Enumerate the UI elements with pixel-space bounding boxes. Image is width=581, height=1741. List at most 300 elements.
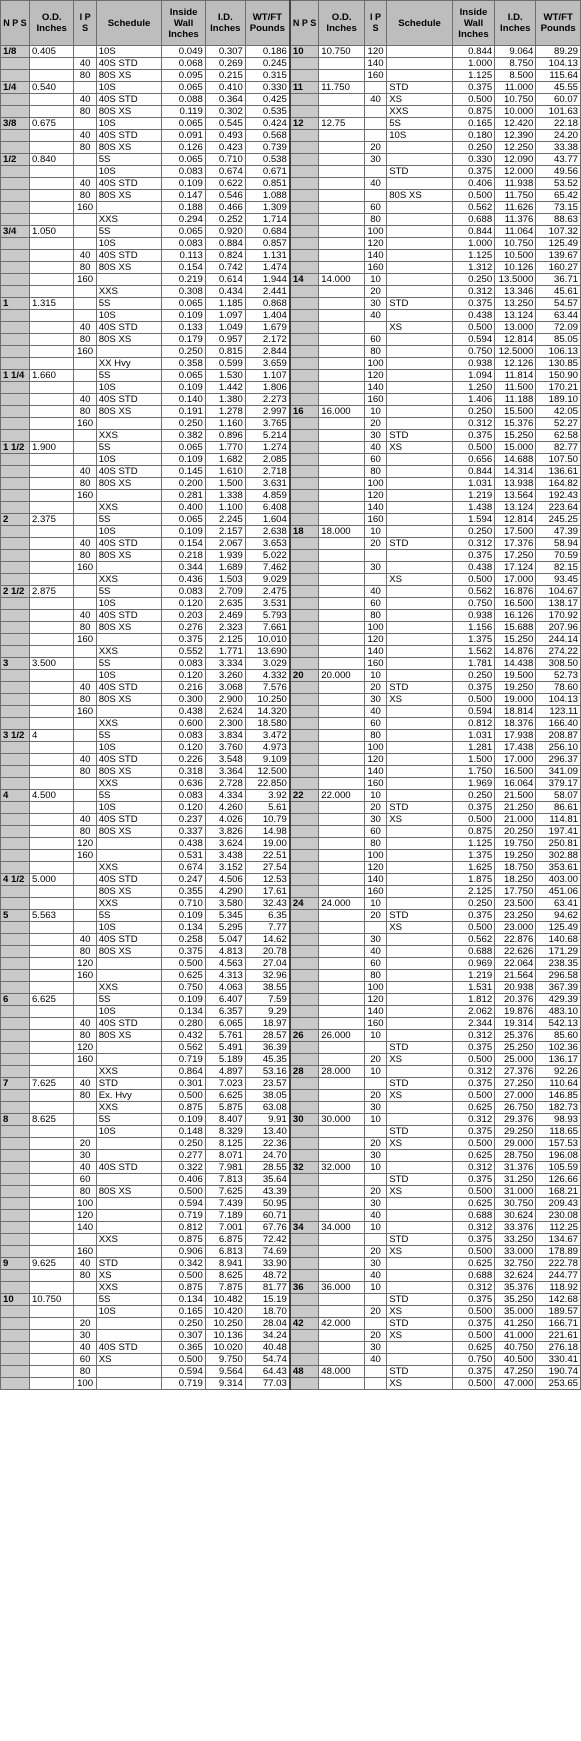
left-wall-cell: 0.337 [162, 826, 205, 838]
right-schedule-cell [387, 346, 453, 358]
right-id-cell: 15.500 [495, 406, 536, 418]
left-wall-cell: 0.148 [162, 1126, 205, 1138]
left-wall-cell: 0.281 [162, 490, 205, 502]
left-schedule-cell: 40S STD [96, 130, 162, 142]
right-id-cell: 19.250 [495, 682, 536, 694]
right-wall-cell: 1.000 [452, 58, 494, 70]
right-ips-cell: 60 [364, 334, 386, 346]
table-row [1, 82, 581, 94]
right-wall-cell: 1.562 [452, 646, 494, 658]
left-wall-cell: 0.188 [162, 202, 205, 214]
left-od-cell [29, 478, 74, 490]
right-ips-cell [364, 1294, 386, 1306]
right-id-cell: 20.250 [495, 826, 536, 838]
table-row [1, 1102, 581, 1114]
right-od-cell [319, 382, 365, 394]
right-nps-cell [290, 646, 319, 658]
table-row [1, 298, 581, 310]
right-id-cell: 13.124 [495, 502, 536, 514]
left-id-cell: 7.001 [205, 1222, 245, 1234]
left-id-cell: 5.875 [205, 1102, 245, 1114]
right-nps-cell [290, 802, 319, 814]
left-weight-cell: 32.96 [245, 970, 290, 982]
left-weight-cell: 10.250 [245, 694, 290, 706]
table-row [1, 586, 581, 598]
left-id-cell: 3.152 [205, 862, 245, 874]
left-ips-cell [74, 430, 96, 442]
left-nps-cell [1, 130, 30, 142]
right-nps-cell [290, 610, 319, 622]
right-wall-cell: 0.312 [452, 1282, 494, 1294]
right-schedule-cell: STD [387, 82, 453, 94]
left-weight-cell: 0.425 [245, 94, 290, 106]
right-weight-cell: 189.10 [536, 394, 581, 406]
right-schedule-cell [387, 1342, 453, 1354]
left-od-cell [29, 838, 74, 850]
right-schedule-cell [387, 1354, 453, 1366]
table-row [1, 562, 581, 574]
right-id-cell: 25.376 [495, 1030, 536, 1042]
right-ips-cell: 100 [364, 850, 386, 862]
left-wall-cell: 0.134 [162, 1006, 205, 1018]
left-schedule-cell [96, 1054, 162, 1066]
table-row [1, 334, 581, 346]
left-id-cell: 8.125 [205, 1138, 245, 1150]
right-od-cell [319, 562, 365, 574]
left-nps-cell [1, 1042, 30, 1054]
right-ips-cell: 40 [364, 946, 386, 958]
left-od-cell [29, 58, 74, 70]
left-weight-cell: 9.109 [245, 754, 290, 766]
right-od-cell [319, 430, 365, 442]
left-od-cell [29, 706, 74, 718]
right-nps-cell [290, 1054, 319, 1066]
right-schedule-cell [387, 550, 453, 562]
table-row [1, 322, 581, 334]
left-wall-cell: 0.294 [162, 214, 205, 226]
right-schedule-cell [387, 202, 453, 214]
right-id-cell: 12.090 [495, 154, 536, 166]
left-nps-cell [1, 106, 30, 118]
right-od-cell [319, 634, 365, 646]
right-ips-cell: 80 [364, 610, 386, 622]
right-id-cell: 16.064 [495, 778, 536, 790]
right-od-cell [319, 778, 365, 790]
left-wall-cell: 0.382 [162, 430, 205, 442]
right-wall-cell: 1.625 [452, 862, 494, 874]
right-wall-cell: 0.500 [452, 94, 494, 106]
left-id-cell: 8.941 [205, 1258, 245, 1270]
left-nps-cell [1, 190, 30, 202]
left-schedule-cell: 10S [96, 922, 162, 934]
left-weight-cell: 24.70 [245, 1150, 290, 1162]
right-od-cell: 28.000 [319, 1066, 365, 1078]
left-weight-cell: 1.107 [245, 370, 290, 382]
left-nps-cell: 8 [1, 1114, 30, 1126]
right-weight-cell: 126.66 [536, 1174, 581, 1186]
left-wall-cell: 0.109 [162, 1114, 205, 1126]
left-id-cell: 1.442 [205, 382, 245, 394]
left-ips-cell [74, 1234, 96, 1246]
right-wall-cell: 0.165 [452, 118, 494, 130]
right-id-cell: 35.250 [495, 1294, 536, 1306]
right-schedule-cell [387, 886, 453, 898]
left-id-cell: 6.357 [205, 1006, 245, 1018]
right-ips-cell: 100 [364, 622, 386, 634]
left-weight-cell: 1.714 [245, 214, 290, 226]
left-weight-cell: 1.474 [245, 262, 290, 274]
left-weight-cell: 38.55 [245, 982, 290, 994]
right-weight-cell: 253.65 [536, 1378, 581, 1390]
right-weight-cell: 33.38 [536, 142, 581, 154]
right-schedule-cell [387, 70, 453, 82]
right-wall-cell: 2.062 [452, 1006, 494, 1018]
left-nps-cell [1, 490, 30, 502]
left-od-cell [29, 1042, 74, 1054]
left-ips-cell [74, 154, 96, 166]
left-schedule-cell: 40S STD [96, 754, 162, 766]
right-weight-cell: 250.81 [536, 838, 581, 850]
left-ips-cell [74, 994, 96, 1006]
left-id-cell: 3.580 [205, 898, 245, 910]
left-nps-cell [1, 886, 30, 898]
left-schedule-cell: 5S [96, 658, 162, 670]
right-schedule-cell [387, 646, 453, 658]
left-wall-cell: 0.247 [162, 874, 205, 886]
right-ips-cell: 100 [364, 358, 386, 370]
right-weight-cell: 107.50 [536, 454, 581, 466]
left-id-cell: 8.625 [205, 1270, 245, 1282]
right-schedule-cell [387, 898, 453, 910]
header-od-left: O.D. Inches [29, 1, 74, 46]
left-od-cell [29, 310, 74, 322]
right-weight-cell: 164.82 [536, 478, 581, 490]
left-ips-cell: 80 [74, 766, 96, 778]
left-wall-cell: 0.203 [162, 610, 205, 622]
table-row [1, 910, 581, 922]
left-ips-cell: 100 [74, 1378, 96, 1390]
right-wall-cell: 0.500 [452, 694, 494, 706]
left-nps-cell: 9 [1, 1258, 30, 1270]
right-ips-cell: 30 [364, 1342, 386, 1354]
right-schedule-cell: XS [387, 1378, 453, 1390]
right-schedule-cell [387, 994, 453, 1006]
right-id-cell: 12.390 [495, 130, 536, 142]
right-ips-cell: 140 [364, 874, 386, 886]
left-schedule-cell: 80S XS [96, 1030, 162, 1042]
right-id-cell: 19.250 [495, 850, 536, 862]
right-ips-cell: 30 [364, 430, 386, 442]
left-nps-cell [1, 958, 30, 970]
right-wall-cell: 1.969 [452, 778, 494, 790]
left-ips-cell: 40 [74, 394, 96, 406]
table-row [1, 730, 581, 742]
left-nps-cell [1, 538, 30, 550]
left-wall-cell: 0.594 [162, 1198, 205, 1210]
left-wall-cell: 0.719 [162, 1378, 205, 1390]
left-weight-cell: 1.679 [245, 322, 290, 334]
right-ips-cell: 30 [364, 934, 386, 946]
right-weight-cell: 136.17 [536, 1054, 581, 1066]
right-wall-cell: 0.375 [452, 166, 494, 178]
left-nps-cell [1, 478, 30, 490]
left-weight-cell: 36.39 [245, 1042, 290, 1054]
right-od-cell [319, 1306, 365, 1318]
right-ips-cell: 160 [364, 394, 386, 406]
left-wall-cell: 0.179 [162, 334, 205, 346]
left-wall-cell: 0.276 [162, 622, 205, 634]
right-ips-cell: 10 [364, 1030, 386, 1042]
right-weight-cell: 22.18 [536, 118, 581, 130]
table-row [1, 106, 581, 118]
table-row [1, 922, 581, 934]
right-od-cell [319, 1294, 365, 1306]
right-nps-cell [290, 310, 319, 322]
right-weight-cell: 43.77 [536, 154, 581, 166]
right-id-cell: 31.376 [495, 1162, 536, 1174]
left-id-cell: 0.884 [205, 238, 245, 250]
left-schedule-cell: 10S [96, 598, 162, 610]
left-od-cell [29, 742, 74, 754]
left-schedule-cell [96, 1378, 162, 1390]
right-wall-cell: 0.688 [452, 1210, 494, 1222]
left-ips-cell [74, 730, 96, 742]
right-nps-cell: 18 [290, 526, 319, 538]
right-wall-cell: 0.875 [452, 826, 494, 838]
right-ips-cell: 10 [364, 1066, 386, 1078]
right-id-cell: 19.314 [495, 1018, 536, 1030]
right-ips-cell: 20 [364, 418, 386, 430]
left-wall-cell: 0.277 [162, 1150, 205, 1162]
left-wall-cell: 0.109 [162, 910, 205, 922]
right-ips-cell: 20 [364, 1246, 386, 1258]
right-schedule-cell: XS [387, 1138, 453, 1150]
left-nps-cell [1, 166, 30, 178]
right-weight-cell: 223.64 [536, 502, 581, 514]
left-weight-cell: 0.568 [245, 130, 290, 142]
right-wall-cell: 0.656 [452, 454, 494, 466]
right-weight-cell: 102.36 [536, 1042, 581, 1054]
right-wall-cell: 0.750 [452, 1354, 494, 1366]
right-schedule-cell [387, 1270, 453, 1282]
table-row [1, 46, 581, 58]
left-schedule-cell: 10S [96, 46, 162, 58]
left-ips-cell: 160 [74, 274, 96, 286]
table-row [1, 1162, 581, 1174]
left-schedule-cell [96, 1366, 162, 1378]
left-od-cell [29, 1090, 74, 1102]
left-ips-cell [74, 358, 96, 370]
right-weight-cell: 302.88 [536, 850, 581, 862]
table-row [1, 1246, 581, 1258]
right-id-cell: 17.500 [495, 526, 536, 538]
right-schedule-cell: XS [387, 694, 453, 706]
left-nps-cell [1, 1342, 30, 1354]
right-id-cell: 19.876 [495, 1006, 536, 1018]
left-nps-cell [1, 250, 30, 262]
left-weight-cell: 2.441 [245, 286, 290, 298]
right-od-cell: 10.750 [319, 46, 365, 58]
left-weight-cell: 63.08 [245, 1102, 290, 1114]
right-od-cell [319, 1054, 365, 1066]
right-nps-cell: 32 [290, 1162, 319, 1174]
left-schedule-cell: XXS [96, 1234, 162, 1246]
left-weight-cell: 22.850 [245, 778, 290, 790]
left-ips-cell [74, 82, 96, 94]
right-od-cell [319, 538, 365, 550]
left-wall-cell: 0.049 [162, 46, 205, 58]
right-id-cell: 23.250 [495, 910, 536, 922]
right-id-cell: 15.250 [495, 634, 536, 646]
right-ips-cell: 60 [364, 202, 386, 214]
right-id-cell: 27.000 [495, 1090, 536, 1102]
pipe-schedule-body [1, 46, 581, 1390]
right-od-cell [319, 742, 365, 754]
right-od-cell [319, 970, 365, 982]
left-id-cell: 0.423 [205, 142, 245, 154]
right-ips-cell: 30 [364, 694, 386, 706]
left-od-cell [29, 898, 74, 910]
right-id-cell: 26.750 [495, 1102, 536, 1114]
right-weight-cell: 341.09 [536, 766, 581, 778]
right-nps-cell: 10 [290, 46, 319, 58]
right-ips-cell [364, 1042, 386, 1054]
left-nps-cell [1, 1174, 30, 1186]
left-nps-cell [1, 178, 30, 190]
right-ips-cell [364, 1366, 386, 1378]
left-id-cell: 5.047 [205, 934, 245, 946]
left-weight-cell: 60.71 [245, 1210, 290, 1222]
right-id-cell: 21.500 [495, 790, 536, 802]
left-id-cell: 2.067 [205, 538, 245, 550]
left-wall-cell: 0.065 [162, 226, 205, 238]
left-od-cell [29, 946, 74, 958]
left-ips-cell [74, 226, 96, 238]
left-od-cell [29, 262, 74, 274]
left-ips-cell: 40 [74, 610, 96, 622]
left-id-cell: 4.313 [205, 970, 245, 982]
left-id-cell: 0.364 [205, 94, 245, 106]
right-od-cell [319, 874, 365, 886]
right-od-cell [319, 862, 365, 874]
right-weight-cell: 70.59 [536, 550, 581, 562]
right-weight-cell: 170.21 [536, 382, 581, 394]
right-od-cell [319, 454, 365, 466]
right-schedule-cell [387, 526, 453, 538]
right-ips-cell [364, 1318, 386, 1330]
right-od-cell [319, 550, 365, 562]
left-id-cell: 0.896 [205, 430, 245, 442]
left-id-cell: 1.610 [205, 466, 245, 478]
left-od-cell [29, 694, 74, 706]
right-schedule-cell: STD [387, 430, 453, 442]
right-wall-cell: 0.562 [452, 934, 494, 946]
right-weight-cell: 296.37 [536, 754, 581, 766]
right-nps-cell [290, 1078, 319, 1090]
left-ips-cell: 40 [74, 58, 96, 70]
left-ips-cell: 160 [74, 418, 96, 430]
left-schedule-cell: 5S [96, 910, 162, 922]
right-schedule-cell: XS [387, 814, 453, 826]
right-ips-cell: 160 [364, 514, 386, 526]
left-id-cell: 7.189 [205, 1210, 245, 1222]
left-id-cell: 2.323 [205, 622, 245, 634]
right-schedule-cell: STD [387, 802, 453, 814]
right-wall-cell: 0.812 [452, 718, 494, 730]
left-schedule-cell: 5S [96, 298, 162, 310]
right-wall-cell: 0.938 [452, 610, 494, 622]
right-schedule-cell [387, 1006, 453, 1018]
table-row [1, 1342, 581, 1354]
left-wall-cell: 0.120 [162, 598, 205, 610]
right-weight-cell: 353.61 [536, 862, 581, 874]
right-wall-cell: 0.500 [452, 1054, 494, 1066]
left-od-cell [29, 130, 74, 142]
left-wall-cell: 0.191 [162, 406, 205, 418]
left-weight-cell: 0.186 [245, 46, 290, 58]
left-wall-cell: 0.308 [162, 286, 205, 298]
left-wall-cell: 0.322 [162, 1162, 205, 1174]
left-schedule-cell: 5S [96, 1114, 162, 1126]
right-od-cell [319, 1078, 365, 1090]
left-id-cell: 0.307 [205, 46, 245, 58]
left-od-cell [29, 394, 74, 406]
right-nps-cell: 11 [290, 82, 319, 94]
right-schedule-cell [387, 946, 453, 958]
right-schedule-cell: 80S XS [387, 190, 453, 202]
left-od-cell [29, 1186, 74, 1198]
right-id-cell: 33.376 [495, 1222, 536, 1234]
left-ips-cell: 30 [74, 1330, 96, 1342]
right-wall-cell: 0.594 [452, 334, 494, 346]
right-nps-cell [290, 1330, 319, 1342]
left-od-cell [29, 862, 74, 874]
left-nps-cell: 4 1/2 [1, 874, 30, 886]
right-ips-cell [364, 190, 386, 202]
right-nps-cell [290, 514, 319, 526]
right-wall-cell: 0.500 [452, 574, 494, 586]
left-schedule-cell: 40S STD [96, 58, 162, 70]
left-nps-cell [1, 502, 30, 514]
left-id-cell: 1.682 [205, 454, 245, 466]
right-ips-cell: 60 [364, 718, 386, 730]
left-od-cell: 4.500 [29, 790, 74, 802]
left-wall-cell: 0.109 [162, 994, 205, 1006]
right-nps-cell [290, 214, 319, 226]
right-schedule-cell: STD [387, 1366, 453, 1378]
left-wall-cell: 0.109 [162, 454, 205, 466]
left-schedule-cell: 5S [96, 994, 162, 1006]
left-nps-cell: 7 [1, 1078, 30, 1090]
left-wall-cell: 0.120 [162, 802, 205, 814]
right-od-cell [319, 178, 365, 190]
left-ips-cell: 40 [74, 1162, 96, 1174]
left-nps-cell [1, 946, 30, 958]
right-weight-cell: 483.10 [536, 1006, 581, 1018]
left-id-cell: 0.674 [205, 166, 245, 178]
right-nps-cell: 22 [290, 790, 319, 802]
table-row [1, 1114, 581, 1126]
table-row [1, 1330, 581, 1342]
left-weight-cell: 23.57 [245, 1078, 290, 1090]
left-nps-cell [1, 574, 30, 586]
right-ips-cell: 20 [364, 538, 386, 550]
right-id-cell: 13.250 [495, 298, 536, 310]
header-weight-left: WT/FT Pounds [245, 1, 290, 46]
right-nps-cell [290, 286, 319, 298]
left-wall-cell: 0.250 [162, 1318, 205, 1330]
left-wall-cell: 0.500 [162, 1270, 205, 1282]
